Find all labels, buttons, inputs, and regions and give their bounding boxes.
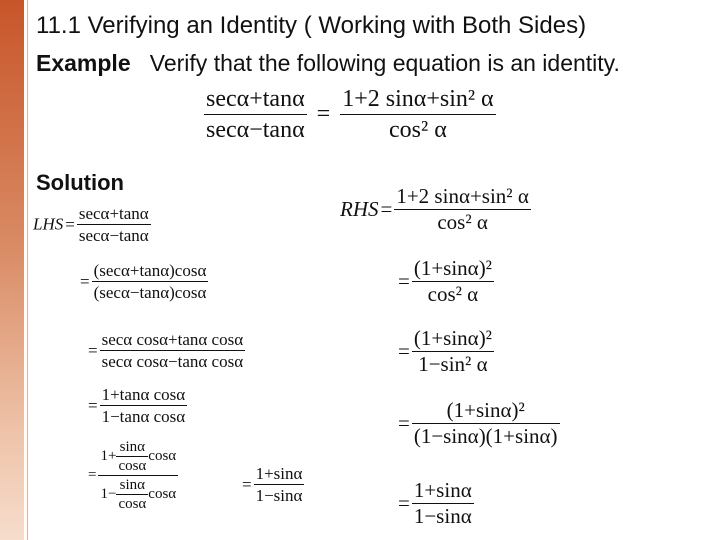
lhs-step-5-denominator (98, 476, 178, 513)
lhs-step-1-denominator: secα−tanα (78, 226, 149, 245)
lhs-equals-sign: = (65, 214, 75, 234)
rhs-step-5 (396, 478, 474, 529)
lhs-step-1-numerator: secα+tanα (78, 204, 149, 223)
lhs-step-6-fraction (254, 463, 305, 506)
rhs-step-1-denominator: cos² α (437, 210, 488, 234)
lhs-step-4-equals: = (88, 395, 98, 415)
lhs-step-5-den-prefix: 1− (100, 485, 117, 502)
lhs-step-5-num-prefix: 1+ (100, 447, 117, 464)
lhs-step-4-numerator: 1+tanα cosα (101, 385, 186, 404)
lhs-step-5-num-inner-numerator: sinα (116, 438, 148, 457)
slide-title: 11.1 Verifying an Identity ( Working with Both Sides) (36, 12, 587, 39)
lhs-step-1-fraction (77, 203, 151, 246)
lhs-step-2-denominator: (secα−tanα)cosα (93, 283, 207, 302)
lhs-step-5-num-suffix: cosα (148, 447, 177, 464)
solution-label: Solution (36, 170, 124, 195)
main-lhs-denominator: secα−tanα (206, 117, 305, 143)
rhs-step-4-denominator: (1−sinα)(1+sinα) (413, 424, 558, 448)
rhs-label: RHS (340, 197, 379, 221)
lhs-step-6-numerator: 1+sinα (255, 464, 303, 483)
rhs-step-4 (396, 398, 560, 449)
lhs-step-4 (86, 384, 187, 427)
rhs-step-5-equals: = (398, 491, 410, 515)
rhs-step-1-fraction (394, 184, 531, 235)
lhs-step-2-equals: = (80, 271, 90, 291)
lhs-step-2-numerator: (secα+tanα)cosα (93, 261, 207, 280)
lhs-step-2 (78, 260, 208, 303)
lhs-step-6-denominator: 1−sinα (255, 486, 303, 505)
decorative-sidebar (0, 0, 24, 540)
main-rhs-fraction (340, 84, 495, 145)
sidebar-divider (27, 0, 28, 540)
main-lhs-numerator: secα+tanα (204, 84, 307, 115)
rhs-step-3-fraction (412, 326, 494, 377)
rhs-step-5-fraction (412, 478, 474, 529)
main-equals-sign: = (316, 101, 331, 127)
rhs-step-3-denominator: 1−sin² α (418, 352, 488, 376)
lhs-step-3-numerator: secα cosα+tanα cosα (101, 330, 244, 349)
lhs-step-3-denominator: secα cosα−tanα cosα (101, 352, 244, 371)
lhs-step-1 (33, 203, 151, 246)
lhs-step-6 (240, 463, 304, 506)
example-line (36, 50, 620, 77)
lhs-step-4-denominator: 1−tanα cosα (101, 407, 186, 426)
lhs-step-2-fraction (92, 260, 209, 303)
lhs-step-5-numerator (98, 438, 178, 476)
rhs-step-3-numerator: (1+sinα)² (413, 326, 492, 350)
lhs-step-3-equals: = (88, 340, 98, 360)
rhs-step-4-equals: = (398, 411, 410, 435)
lhs-step-5-num-inner-fraction (116, 438, 148, 475)
lhs-step-6-equals: = (242, 474, 252, 494)
lhs-step-5-fraction (98, 438, 178, 513)
lhs-step-5-equals: = (88, 467, 97, 483)
main-rhs-denominator: cos² α (389, 117, 447, 143)
main-lhs-fraction (204, 84, 307, 145)
rhs-step-3-equals: = (398, 339, 410, 363)
lhs-step-5-den-inner-fraction (116, 476, 148, 513)
lhs-step-5-den-suffix: cosα (148, 485, 177, 502)
rhs-step-2-denominator: cos² α (427, 282, 479, 306)
rhs-step-2-fraction (412, 256, 494, 307)
lhs-step-4-fraction (100, 384, 188, 427)
main-rhs-numerator: 1+2 sinα+sin² α (340, 84, 495, 115)
example-label: Example (36, 50, 131, 76)
rhs-step-2 (396, 256, 494, 307)
lhs-step-5 (86, 438, 178, 513)
example-text: Verify that the following equation is an identity. (149, 50, 620, 76)
lhs-step-5-den-inner-numerator: sinα (116, 476, 148, 495)
rhs-step-2-numerator: (1+sinα)² (413, 256, 492, 280)
lhs-step-5-den-inner-denominator: cosα (118, 496, 147, 512)
rhs-equals-sign: = (380, 197, 393, 221)
lhs-step-5-num-inner-denominator: cosα (118, 458, 147, 474)
rhs-step-2-equals: = (398, 269, 410, 293)
rhs-step-1-numerator: 1+2 sinα+sin² α (396, 184, 529, 208)
rhs-step-5-numerator: 1+sinα (413, 478, 472, 502)
lhs-step-3 (86, 329, 245, 372)
lhs-label: LHS (33, 214, 64, 234)
rhs-step-3 (396, 326, 494, 377)
main-equation (204, 84, 496, 145)
rhs-step-4-fraction (412, 398, 560, 449)
lhs-step-3-fraction (100, 329, 246, 372)
rhs-step-1 (340, 184, 531, 235)
rhs-step-4-numerator: (1+sinα)² (412, 398, 560, 424)
rhs-step-5-denominator: 1−sinα (413, 504, 472, 528)
